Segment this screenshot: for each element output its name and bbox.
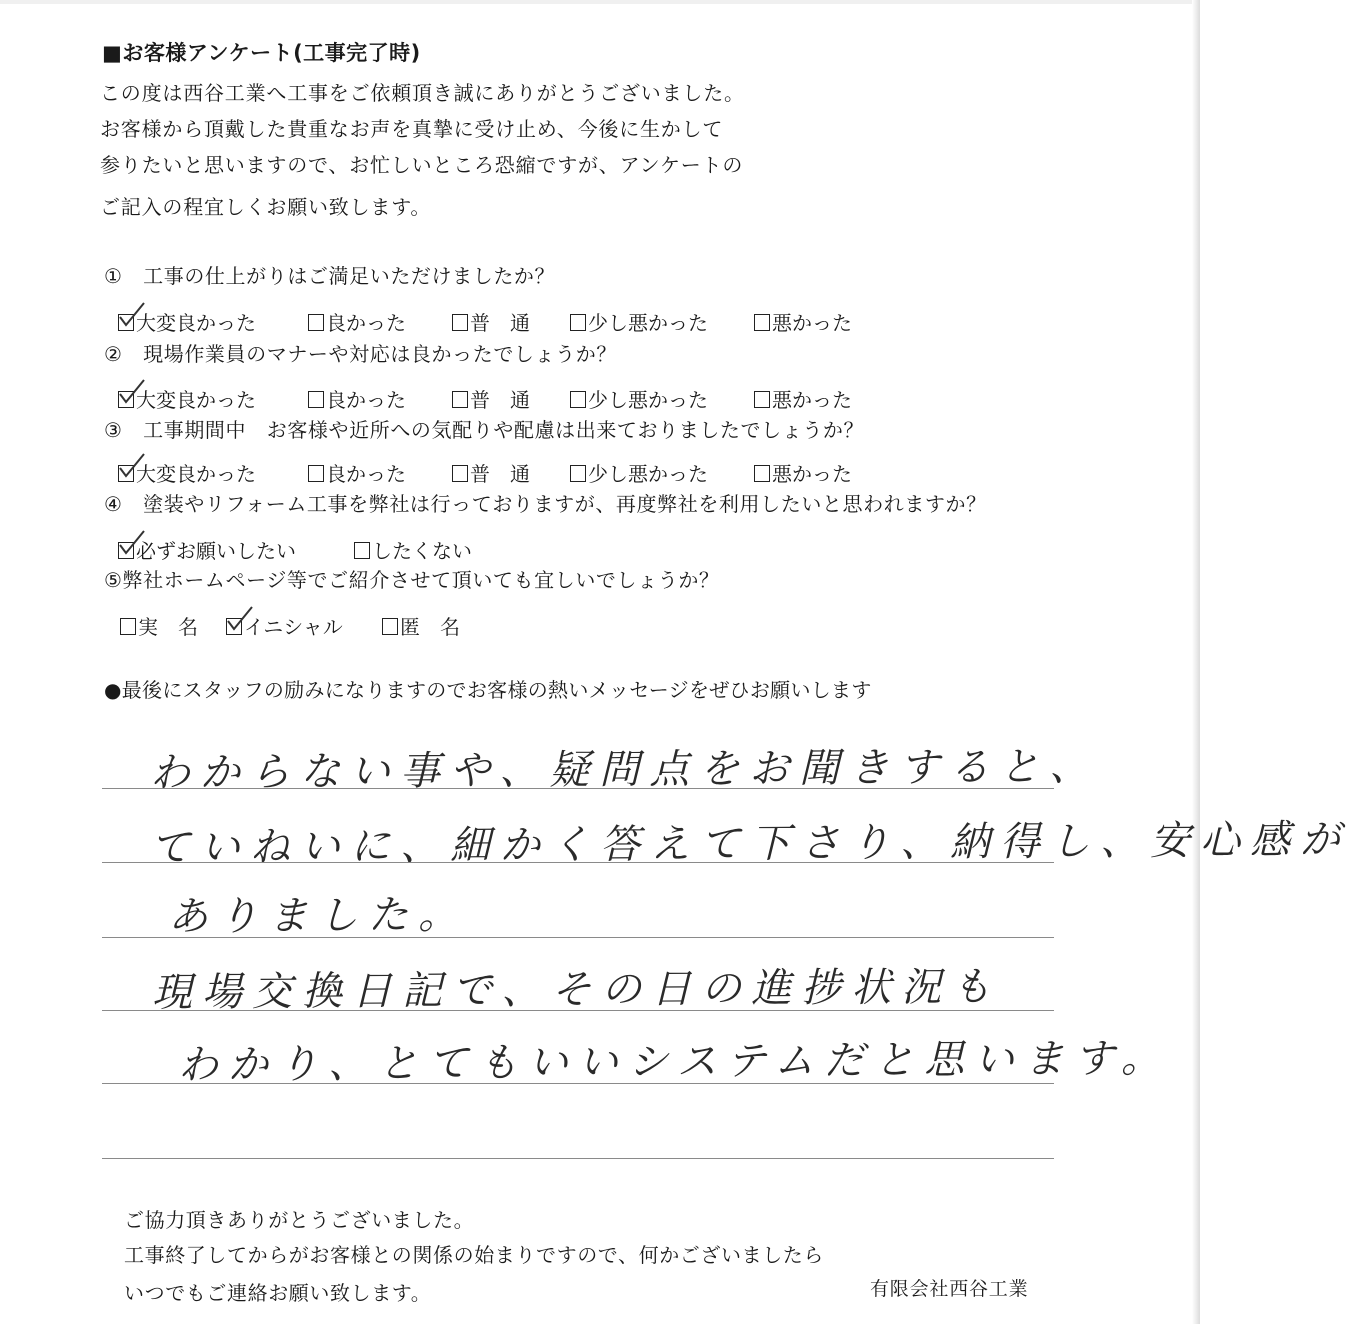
company-name: 有限会社西谷工業 bbox=[870, 1278, 1029, 1300]
intro-line-1: この度は西谷工業へ工事をご依頼頂き誠にありがとうございました。 bbox=[100, 81, 745, 105]
checkbox-icon[interactable] bbox=[452, 314, 468, 331]
checkbox-icon[interactable] bbox=[382, 618, 398, 635]
q4-option-2[interactable]: したくない bbox=[354, 535, 472, 564]
q3-option-1[interactable]: 大変良かった bbox=[118, 458, 256, 487]
q2-option-4[interactable]: 少し悪かった bbox=[570, 384, 708, 413]
checkbox-checked-icon[interactable] bbox=[226, 618, 242, 635]
q2-option-5[interactable]: 悪かった bbox=[754, 384, 852, 413]
q1-option-1[interactable]: 大変良かった bbox=[118, 307, 256, 336]
scan-edge-right bbox=[1192, 0, 1200, 1324]
question-4-text: ④ 塗装やリフォーム工事を弊社は行っておりますが、再度弊社を利用したいと思われますか？ bbox=[104, 492, 987, 516]
q4-option-1[interactable]: 必ずお願いしたい bbox=[118, 535, 296, 564]
handwritten-line-3: ありました。 bbox=[167, 891, 469, 941]
handwritten-line-1: わからない事や、疑問点をお聞きすると、 bbox=[149, 743, 1100, 797]
handwritten-line-2: ていねいに、細かく答えて下さり、納得し、安心感が bbox=[149, 816, 1350, 872]
checkbox-icon[interactable] bbox=[754, 391, 770, 408]
checkbox-icon[interactable] bbox=[452, 391, 468, 408]
handwritten-line-4: 現場交換日記で、その日の進捗状況も bbox=[151, 964, 1002, 1016]
intro-line-3: 参りたいと思いますので、お忙しいところ恐縮ですが、アンケートの bbox=[100, 153, 744, 177]
checkbox-icon[interactable] bbox=[570, 391, 586, 408]
message-prompt: ●最後にスタッフの励みになりますのでお客様の熱いメッセージをぜひお願いします bbox=[104, 678, 872, 702]
footer-line-3: いつでもご連絡お願い致します。 bbox=[124, 1281, 432, 1305]
checkbox-icon[interactable] bbox=[570, 465, 586, 482]
q1-option-3[interactable]: 普 通 bbox=[452, 307, 530, 336]
checkbox-checked-icon[interactable] bbox=[118, 542, 134, 559]
question-1-text: ① 工事の仕上がりはご満足いただけましたか？ bbox=[104, 264, 556, 288]
q3-option-5[interactable]: 悪かった bbox=[754, 458, 852, 487]
checkbox-icon[interactable] bbox=[308, 314, 324, 331]
writing-rule-6 bbox=[102, 1158, 1054, 1159]
checkbox-icon[interactable] bbox=[754, 314, 770, 331]
q5-option-3[interactable]: 匿 名 bbox=[382, 611, 460, 640]
checkbox-icon[interactable] bbox=[754, 465, 770, 482]
checkbox-icon[interactable] bbox=[308, 391, 324, 408]
footer-line-2: 工事終了してからがお客様との関係の始まりですので、何かございましたら bbox=[124, 1243, 824, 1267]
writing-rule-2 bbox=[102, 862, 1054, 863]
checkbox-icon[interactable] bbox=[452, 465, 468, 482]
question-2-text: ② 現場作業員のマナーや対応は良かったでしょうか？ bbox=[104, 342, 617, 366]
q3-option-3[interactable]: 普 通 bbox=[452, 458, 530, 487]
scan-edge-top bbox=[0, 0, 1200, 4]
q1-option-5[interactable]: 悪かった bbox=[754, 307, 852, 336]
question-5-text: ⑤弊社ホームページ等でご紹介させて頂いても宜しいでしょうか？ bbox=[104, 568, 720, 592]
checkbox-icon[interactable] bbox=[354, 542, 370, 559]
intro-line-2: お客様から頂戴した貴重なお声を真摯に受け止め、今後に生かして bbox=[100, 117, 724, 141]
q1-option-4[interactable]: 少し悪かった bbox=[570, 307, 708, 336]
checkbox-icon[interactable] bbox=[120, 618, 136, 635]
checkbox-checked-icon[interactable] bbox=[118, 314, 134, 331]
survey-title: ■お客様アンケート(工事完了時) bbox=[102, 41, 421, 65]
q5-option-1[interactable]: 実 名 bbox=[120, 611, 198, 640]
q3-option-2[interactable]: 良かった bbox=[308, 458, 406, 487]
q3-option-4[interactable]: 少し悪かった bbox=[570, 458, 708, 487]
writing-rule-3 bbox=[102, 937, 1054, 938]
checkbox-icon[interactable] bbox=[570, 314, 586, 331]
checkbox-checked-icon[interactable] bbox=[118, 465, 134, 482]
writing-rule-5 bbox=[102, 1083, 1054, 1084]
checkbox-icon[interactable] bbox=[308, 465, 324, 482]
writing-rule-1 bbox=[102, 788, 1054, 789]
question-3-text: ③ 工事期間中 お客様や近所への気配りや配慮は出来ておりましたでしょうか？ bbox=[104, 418, 865, 442]
writing-rule-4 bbox=[102, 1010, 1054, 1011]
q1-option-2[interactable]: 良かった bbox=[308, 307, 406, 336]
footer-line-1: ご協力頂きありがとうございました。 bbox=[124, 1208, 475, 1232]
q2-option-2[interactable]: 良かった bbox=[308, 384, 406, 413]
q2-option-3[interactable]: 普 通 bbox=[452, 384, 530, 413]
handwritten-line-5: わかり、とてもいいシステムだと思います。 bbox=[177, 1035, 1171, 1089]
intro-line-4: ご記入の程宜しくお願い致します。 bbox=[100, 195, 432, 219]
q5-option-2[interactable]: イニシャル bbox=[226, 611, 343, 640]
checkbox-checked-icon[interactable] bbox=[118, 391, 134, 408]
q2-option-1[interactable]: 大変良かった bbox=[118, 384, 256, 413]
